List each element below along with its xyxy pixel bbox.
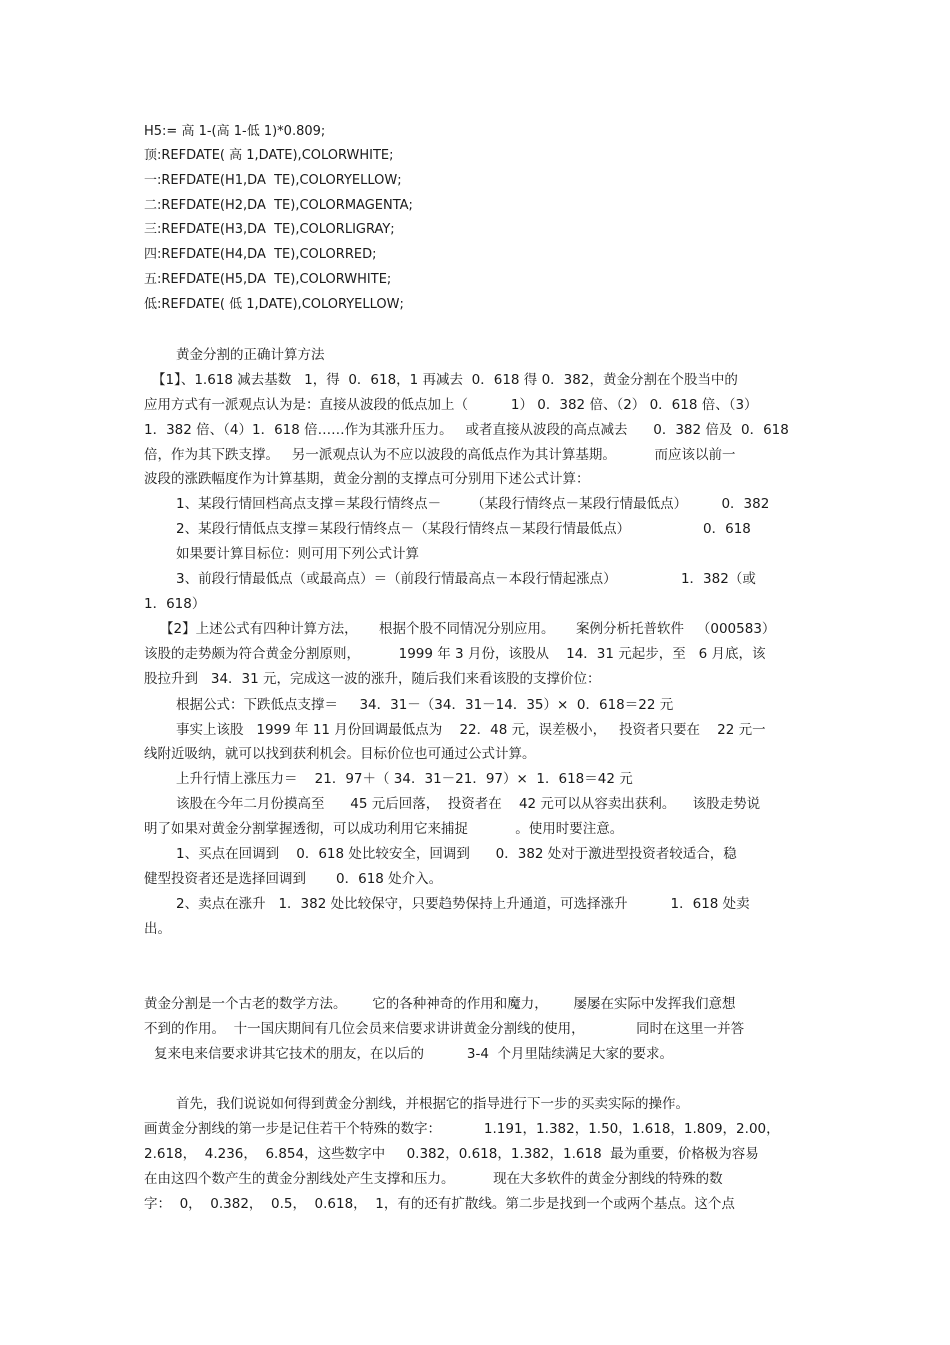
code-line: H5:= 高 1-(高 1-低 1)*0.809; [144,124,326,139]
code-line: 二:REFDATE(H2,DA TE),COLORMAGENTA; [144,198,413,213]
paragraph-line: 应用方式有一派观点认为是：直接从波段的低点加上（ 1） 0．382 倍、（2） 0．618 倍、（3） [144,397,758,413]
paragraph-line: 健型投资者还是选择回调到 0．618 处介入。 [144,871,443,887]
paragraph-line: 2、卖点在涨升 1．382 处比较保守，只要趋势保持上升通道，可选择涨升 1．618 处卖 [176,896,750,912]
paragraph-line: 该股的走势颇为符合黄金分割原则， 1999 年 3 月份，该股从 14．31 元起步，至 6 月底，该 [144,646,766,662]
paragraph-line: 1．618） [144,596,206,612]
paragraph-line: 倍，作为其下跌支撑。 另一派观点认为不应以波段的高低点作为其计算基期。 而应该以前一 [144,447,736,463]
formula-line: 2、某段行情低点支撑＝某段行情终点－（某段行情终点－某段行情最低点） 0．618 [176,521,751,537]
paragraph-line: 首先，我们说说如何得到黄金分割线，并根据它的指导进行下一步的买卖实际的操作。 [176,1096,689,1112]
paragraph-line: 事实上该股 1999 年 11 月份回调最低点为 22．48 元，误差极小， 投资者只要在 22 元一 [176,722,766,738]
paragraph-line: 股拉升到 34．31 元，完成这一波的涨升，随后我们来看该股的支撑价位： [144,671,601,687]
paragraph-line: 线附近吸纳，就可以找到获利机会。目标价位也可通过公式计算。 [144,746,536,762]
formula-line: 上升行情上涨压力＝ 21．97＋（ 34．31－21．97）× 1．618＝42 元 [176,771,633,787]
paragraph-line: 如果要计算目标位：则可用下列公式计算 [176,546,419,562]
paragraph-line: 不到的作用。 十一国庆期间有几位会员来信要求讲讲黄金分割线的使用， 同时在这里一并答 [144,1021,745,1037]
paragraph-line: 1．382 倍、（4）1．618 倍……作为其涨升压力。 或者直接从波段的高点减去 0．382 倍及 0．618 [144,422,789,438]
paragraph-line: 2.618， 4.236， 6.854，这些数字中 0.382，0.618，1.382，1.618 最为重要，价格极为容易 [144,1146,759,1162]
code-line: 三:REFDATE(H3,DA TE),COLORLIGRAY; [144,222,395,237]
paragraph-line: 波段的涨跌幅度作为计算基期，黄金分割的支撑点可分别用下述公式计算： [144,471,590,487]
formula-line: 根据公式：下跌低点支撑＝ 34．31－（34．31－14．35）× 0．618＝22 元 [176,697,674,713]
code-line: 一:REFDATE(H1,DA TE),COLORYELLOW; [144,173,402,188]
formula-line: 1、某段行情回档高点支撑＝某段行情终点－ （某段行情终点－某段行情最低点） 0．382 [176,496,770,512]
code-line: 顶:REFDATE( 高 1,DATE),COLORWHITE; [144,148,394,163]
paragraph-line: 在由这四个数产生的黄金分割线处产生支撑和压力。 现在大多软件的黄金分割线的特殊的数 [144,1171,723,1187]
paragraph-line: 该股在今年二月份摸高至 45 元后回落， 投资者在 42 元可以从容卖出获利。 该股走势说 [176,796,761,812]
paragraph-line: 明了如果对黄金分割掌握透彻，可以成功利用它来捕捉 。使用时要注意。 [144,821,624,837]
paragraph-line: 【2】上述公式有四种计算方法， 根据个股不同情况分别应用。 案例分析托普软件 （000583） [160,621,776,637]
paragraph-line: 1、买点在回调到 0．618 处比较安全，回调到 0．382 处对于激进型投资者较适合，稳 [176,846,737,862]
paragraph-line: 画黄金分割线的第一步是记住若干个特殊的数字： 1.191，1.382，1.50，1.618，1.809，2.00， [144,1121,780,1137]
section-title: 黄金分割的正确计算方法 [176,347,325,363]
paragraph-line: 【1】、1.618 减去基数 1，得 0．618，1 再减去 0．618 得 0．382，黄金分割在个股当中的 [152,372,738,388]
formula-line: 3、前段行情最低点（或最高点）＝（前段行情最高点－本段行情起涨点） 1．382（或 [176,571,756,587]
paragraph-line: 复来电来信要求讲其它技术的朋友，在以后的 3-4 个月里陆续满足大家的要求。 [154,1046,674,1062]
paragraph-line: 出。 [144,921,171,937]
paragraph-line: 字： 0， 0.382， 0.5， 0.618， 1，有的还有扩散线。第二步是找到一个或两个基点。这个点 [144,1196,735,1212]
paragraph-line: 黄金分割是一个古老的数学方法。 它的各种神奇的作用和魔力， 屡屡在实际中发挥我们意想 [144,996,736,1012]
code-line: 五:REFDATE(H5,DA TE),COLORWHITE; [144,272,392,287]
code-line: 四:REFDATE(H4,DA TE),COLORRED; [144,247,377,262]
code-line: 低:REFDATE( 低 1,DATE),COLORYELLOW; [144,297,404,312]
